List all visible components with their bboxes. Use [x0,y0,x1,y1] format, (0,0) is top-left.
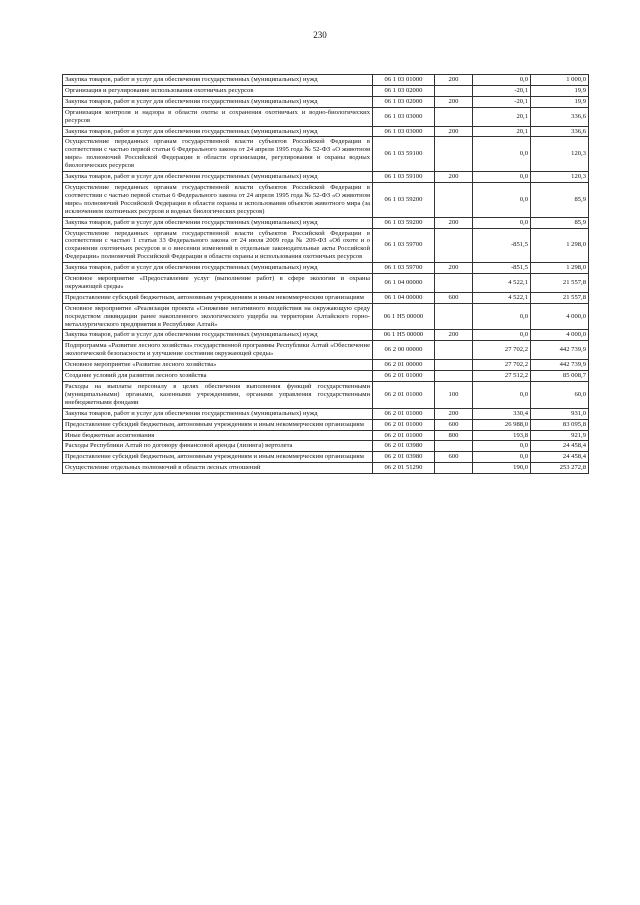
expense-type-cell: 600 [435,452,473,463]
target-article-code-cell: 06 1 03 02000 [373,96,435,107]
amount-change-cell: 20,1 [473,107,531,126]
amount-change-cell: 4 522,1 [473,274,531,293]
budget-table [62,74,589,474]
target-article-code-cell: 06 1 03 59700 [373,263,435,274]
amount-total-cell: 931,0 [531,408,589,419]
target-article-code-cell: 06 1 03 59700 [373,228,435,263]
amount-total-cell: 21 557,8 [531,292,589,303]
amount-total-cell: 921,9 [531,430,589,441]
target-article-code-cell: 06 1 03 03000 [373,126,435,137]
expense-name-cell: Закупка товаров, работ и услуг для обеспечения государственных (муниципальных) нужд [63,263,373,274]
amount-total-cell: 4 000,0 [531,303,589,330]
expense-name-cell: Основное мероприятие «Предоставление услуг (выполнение работ) в сфере экологии и охраны окружающей среды» [63,274,373,293]
target-article-code-cell: 06 1 04 00000 [373,292,435,303]
table-row [63,217,589,228]
expense-type-cell [435,341,473,360]
table-row [63,96,589,107]
table-row [63,182,589,217]
expense-name-cell: Создание условий для развития лесного хозяйства [63,371,373,382]
table-row [63,292,589,303]
expense-name-cell: Осуществление переданных органам государственной власти субъектов Российской Федерации в соответствии с частью первой статьи 6 Федерального закона от 24 апреля 1995 года № 52-ФЗ «О животном мире» полномочий Российской Федерации в области охраны и использования объектов животного мира (за исключением охотничьих ресурсов и водных биологических ресурсов) [63,182,373,217]
page-number: 230 [313,30,327,40]
target-article-code-cell: 06 2 01 51290 [373,463,435,474]
table-row [63,382,589,409]
amount-change-cell: 0,0 [473,172,531,183]
expense-type-cell [435,463,473,474]
expense-type-cell: 200 [435,330,473,341]
budget-table-body [63,75,589,474]
amount-total-cell: 442 739,9 [531,341,589,360]
expense-name-cell: Подпрограмма «Развитие лесного хозяйства» государственной программы Республики Алтай «Обеспечение экологической безопасности и улучшение состояния окружающей среды» [63,341,373,360]
expense-type-cell [435,360,473,371]
table-row [63,274,589,293]
amount-change-cell: -20,1 [473,96,531,107]
expense-type-cell [435,303,473,330]
target-article-code-cell: 06 2 00 00000 [373,341,435,360]
amount-total-cell: 21 557,8 [531,274,589,293]
table-row [63,126,589,137]
target-article-code-cell: 06 1 03 03000 [373,107,435,126]
expense-type-cell [435,274,473,293]
expense-name-cell: Закупка товаров, работ и услуг для обеспечения государственных (муниципальных) нужд [63,96,373,107]
expense-name-cell: Закупка товаров, работ и услуг для обеспечения государственных (муниципальных) нужд [63,126,373,137]
table-row [63,360,589,371]
amount-change-cell: 190,0 [473,463,531,474]
amount-change-cell: 0,0 [473,137,531,172]
table-row [63,371,589,382]
expense-type-cell [435,85,473,96]
table-row [63,330,589,341]
expense-name-cell: Основное мероприятие «Развитие лесного хозяйства» [63,360,373,371]
target-article-code-cell: 06 2 01 01000 [373,430,435,441]
expense-type-cell: 200 [435,217,473,228]
target-article-code-cell: 06 1 03 59100 [373,137,435,172]
table-row [63,419,589,430]
expense-type-cell: 200 [435,172,473,183]
expense-name-cell: Закупка товаров, работ и услуг для обеспечения государственных (муниципальных) нужд [63,217,373,228]
amount-change-cell: 27 702,2 [473,360,531,371]
target-article-code-cell: 06 1 03 59100 [373,172,435,183]
amount-total-cell: 120,3 [531,172,589,183]
table-row [63,441,589,452]
amount-change-cell: 0,0 [473,382,531,409]
expense-type-cell [435,441,473,452]
expense-name-cell: Предоставление субсидий бюджетным, автономным учреждениям и иным некоммерческим организациям [63,419,373,430]
amount-total-cell: 19,9 [531,96,589,107]
expense-name-cell: Закупка товаров, работ и услуг для обеспечения государственных (муниципальных) нужд [63,75,373,86]
amount-total-cell: 4 000,0 [531,330,589,341]
amount-total-cell: 19,9 [531,85,589,96]
expense-type-cell [435,137,473,172]
target-article-code-cell: 06 1 03 59200 [373,182,435,217]
target-article-code-cell: 06 2 01 00000 [373,360,435,371]
expense-type-cell: 200 [435,263,473,274]
expense-type-cell: 200 [435,408,473,419]
target-article-code-cell: 06 2 01 01000 [373,419,435,430]
amount-change-cell: 27 702,2 [473,341,531,360]
amount-change-cell: 0,0 [473,182,531,217]
expense-name-cell: Организация контроля и надзора в области охоты и сохранения охотничьих и водно-биологических ресурсов [63,107,373,126]
expense-type-cell: 100 [435,382,473,409]
expense-name-cell: Закупка товаров, работ и услуг для обеспечения государственных (муниципальных) нужд [63,408,373,419]
target-article-code-cell: 06 1 04 00000 [373,274,435,293]
table-row [63,341,589,360]
amount-change-cell: 0,0 [473,75,531,86]
target-article-code-cell: 06 1 H5 00000 [373,303,435,330]
expense-name-cell: Организация и регулирование использования охотничьих ресурсов [63,85,373,96]
expense-name-cell: Иные бюджетные ассигнования [63,430,373,441]
table-row [63,75,589,86]
target-article-code-cell: 06 1 H5 00000 [373,330,435,341]
expense-name-cell: Расходы на выплаты персоналу в целях обеспечения выполнения функций государственными (муниципальными) органами, казенными учреждениями, органами управления государственными внебюджетными фондами [63,382,373,409]
expense-name-cell: Расходы Республики Алтай по договору финансовой аренды (лизинга) вертолета [63,441,373,452]
expense-type-cell: 200 [435,96,473,107]
amount-change-cell: 0,0 [473,330,531,341]
amount-change-cell: 27 512,2 [473,371,531,382]
expense-name-cell: Предоставление субсидий бюджетным, автономным учреждениям и иным некоммерческим организациям [63,452,373,463]
amount-total-cell: 253 272,8 [531,463,589,474]
amount-total-cell: 1 298,0 [531,263,589,274]
amount-change-cell: -851,5 [473,228,531,263]
amount-total-cell: 60,0 [531,382,589,409]
expense-type-cell [435,228,473,263]
amount-total-cell: 83 095,8 [531,419,589,430]
target-article-code-cell: 06 1 03 02000 [373,85,435,96]
expense-name-cell: Осуществление переданных органам государственной власти субъектов Российской Федерации в соответствии с частью первой статьи 6 Федерального закона от 24 апреля 1995 года № 52-ФЗ «О животном мире» полномочий Российской Федерации в области организации, регулирования и охраны водных биологических ресурсов [63,137,373,172]
amount-total-cell: 1 000,0 [531,75,589,86]
target-article-code-cell: 06 2 01 03980 [373,441,435,452]
amount-total-cell: 336,6 [531,126,589,137]
amount-change-cell: 26 988,0 [473,419,531,430]
expense-type-cell [435,107,473,126]
expense-name-cell: Основное мероприятие «Реализация проекта «Снижение негативного воздействия на окружающую среду посредством ликвидации ранее накопленного экологического ущерба на территории Алтайского горно-металлургического предприятия в Республике Алтай» [63,303,373,330]
expense-type-cell: 600 [435,292,473,303]
amount-total-cell: 120,3 [531,137,589,172]
expense-name-cell: Закупка товаров, работ и услуг для обеспечения государственных (муниципальных) нужд [63,330,373,341]
table-row [63,430,589,441]
amount-total-cell: 442 739,9 [531,360,589,371]
expense-type-cell: 200 [435,126,473,137]
table-row [63,452,589,463]
expense-name-cell: Предоставление субсидий бюджетным, автономным учреждениям и иным некоммерческим организациям [63,292,373,303]
target-article-code-cell: 06 2 01 03980 [373,452,435,463]
target-article-code-cell: 06 1 03 59200 [373,217,435,228]
table-row [63,228,589,263]
expense-type-cell: 600 [435,419,473,430]
amount-change-cell: 330,4 [473,408,531,419]
amount-change-cell: -851,5 [473,263,531,274]
amount-total-cell: 24 458,4 [531,452,589,463]
target-article-code-cell: 06 2 01 01000 [373,382,435,409]
expense-type-cell: 200 [435,75,473,86]
amount-change-cell: 0,0 [473,303,531,330]
amount-change-cell: -20,1 [473,85,531,96]
amount-total-cell: 85,9 [531,182,589,217]
expense-name-cell: Осуществление отдельных полномочий в области лесных отношений [63,463,373,474]
amount-change-cell: 0,0 [473,217,531,228]
amount-total-cell: 1 298,0 [531,228,589,263]
amount-change-cell: 193,8 [473,430,531,441]
expense-name-cell: Закупка товаров, работ и услуг для обеспечения государственных (муниципальных) нужд [63,172,373,183]
amount-total-cell: 336,6 [531,107,589,126]
amount-change-cell: 0,0 [473,452,531,463]
table-row [63,137,589,172]
expense-type-cell [435,371,473,382]
target-article-code-cell: 06 2 01 01000 [373,371,435,382]
amount-change-cell: 20,1 [473,126,531,137]
amount-total-cell: 85,9 [531,217,589,228]
amount-total-cell: 24 458,4 [531,441,589,452]
expense-type-cell: 800 [435,430,473,441]
table-row [63,85,589,96]
expense-type-cell [435,182,473,217]
target-article-code-cell: 06 1 03 01000 [373,75,435,86]
expense-name-cell: Осуществление переданных органам государственной власти субъектов Российской Федерации в соответствии с частью 1 статьи 33 Федерального закона от 24 июля 2009 года № 209-ФЗ «Об охоте и о сохранении охотничьих ресурсов и о внесении изменений в отдельные законодательные акты Российской Федерации» полномочий Российской Федерации в области охраны и использования охотничьих ресурсов [63,228,373,263]
amount-total-cell: 85 008,7 [531,371,589,382]
table-row [63,463,589,474]
target-article-code-cell: 06 2 01 01000 [373,408,435,419]
table-row [63,303,589,330]
amount-change-cell: 0,0 [473,441,531,452]
table-row [63,408,589,419]
amount-change-cell: 4 522,1 [473,292,531,303]
table-row [63,263,589,274]
table-row [63,172,589,183]
table-row [63,107,589,126]
